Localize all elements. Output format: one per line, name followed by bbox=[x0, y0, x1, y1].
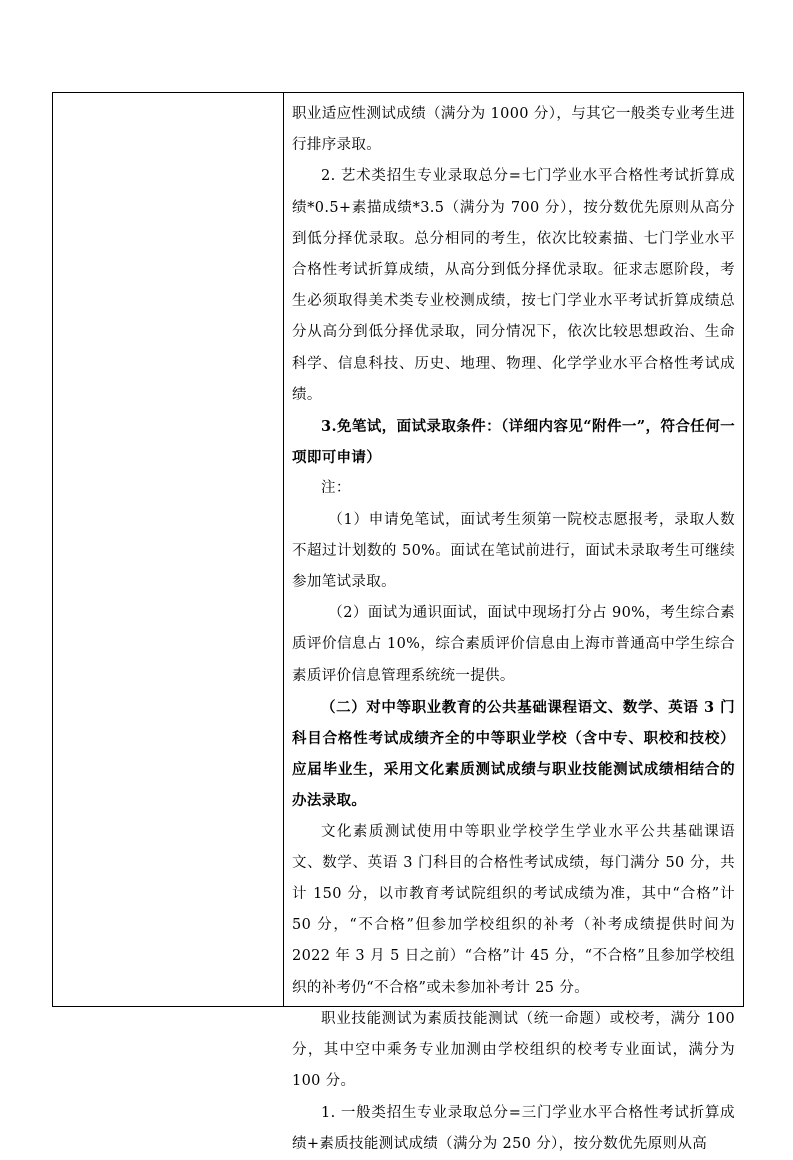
paragraph-note-label: 注： bbox=[321, 480, 351, 497]
table-left-cell bbox=[53, 93, 284, 1006]
admission-table bbox=[52, 92, 744, 1152]
table-right-cell bbox=[284, 93, 743, 1152]
paragraph-skill-test: 职业技能测试为素质技能测试（统一命题）或校考，满分 100 分，其中空中乘务专业加测由学校组织的校考专业面试，满分为 100 分。 bbox=[292, 1010, 735, 1090]
paragraph-general-admission: 1. 一般类招生专业录取总分=三门学业水平合格性考试折算成绩+素质技能测试成绩（满分为 250 分），按分数优先原则从高 bbox=[292, 1104, 735, 1152]
paragraph-note-2: （2）面试为通识面试，面试中现场打分占 90%，考生综合素质评价信息占 10%，综合素质评价信息由上海市普通高中学生综合素质评价信息管理系统统一提供。 bbox=[292, 605, 735, 684]
paragraph-art-admission: 2. 艺术类招生专业录取总分=七门学业水平合格性考试折算成绩*0.5+素描成绩*3.5（满分为 700 分），按分数优先原则从高分到低分择优录取。总分相同的考生，依次比较素描、七门学业水平合格性考试折算成绩，从高分到低分择优录取。征求志愿阶段，考生必须取得美术类专业校测成绩，按七门学业水平考试折算成绩总分从高分到低分择优录取，同分情况下，依次比较思想政治、生命科学、信息科技、历史、地理、物理、化学学业水平合格性考试成绩。 bbox=[292, 168, 735, 403]
paragraph-interview-conditions: 3.免笔试，面试录取条件：（详细内容见“附件一”，符合任何一项即可申请） bbox=[292, 418, 735, 467]
paragraph-vocational-test-continued: 职业适应性测试成绩（满分为 1000 分），与其它一般类专业考生进行排序录取。 bbox=[292, 106, 735, 154]
cell-content bbox=[292, 99, 735, 1160]
paragraph-cultural-test: 文化素质测试使用中等职业学校学生学业水平公共基础课语文、数学、英语 3 门科目的合格性考试成绩，每门满分 50 分，共计 150 分，以市教育考试院组织的考试成绩为准，其中“合格”计 50 分，“不合格”但参加学校组织的补考（补考成绩提供时间为 2022 年 3 月 5 日之前）“合格”计 45 分，“不合格”且参加学校组织的补考仍“不合格”或未参加补考计 25 分。 bbox=[292, 823, 735, 996]
paragraph-note-1: （1）申请免笔试，面试考生须第一院校志愿报考，录取人数不超过计划数的 50%。面试在笔试前进行，面试未录取考生可继续参加笔试录取。 bbox=[292, 511, 735, 591]
paragraph-section-2-heading: （二）对中等职业教育的公共基础课程语文、数学、英语 3 门科目合格性考试成绩齐全的中等职业学校（含中专、职校和技校）应届毕业生，采用文化素质测试成绩与职业技能测试成绩相结合的办法录取。 bbox=[292, 698, 735, 810]
